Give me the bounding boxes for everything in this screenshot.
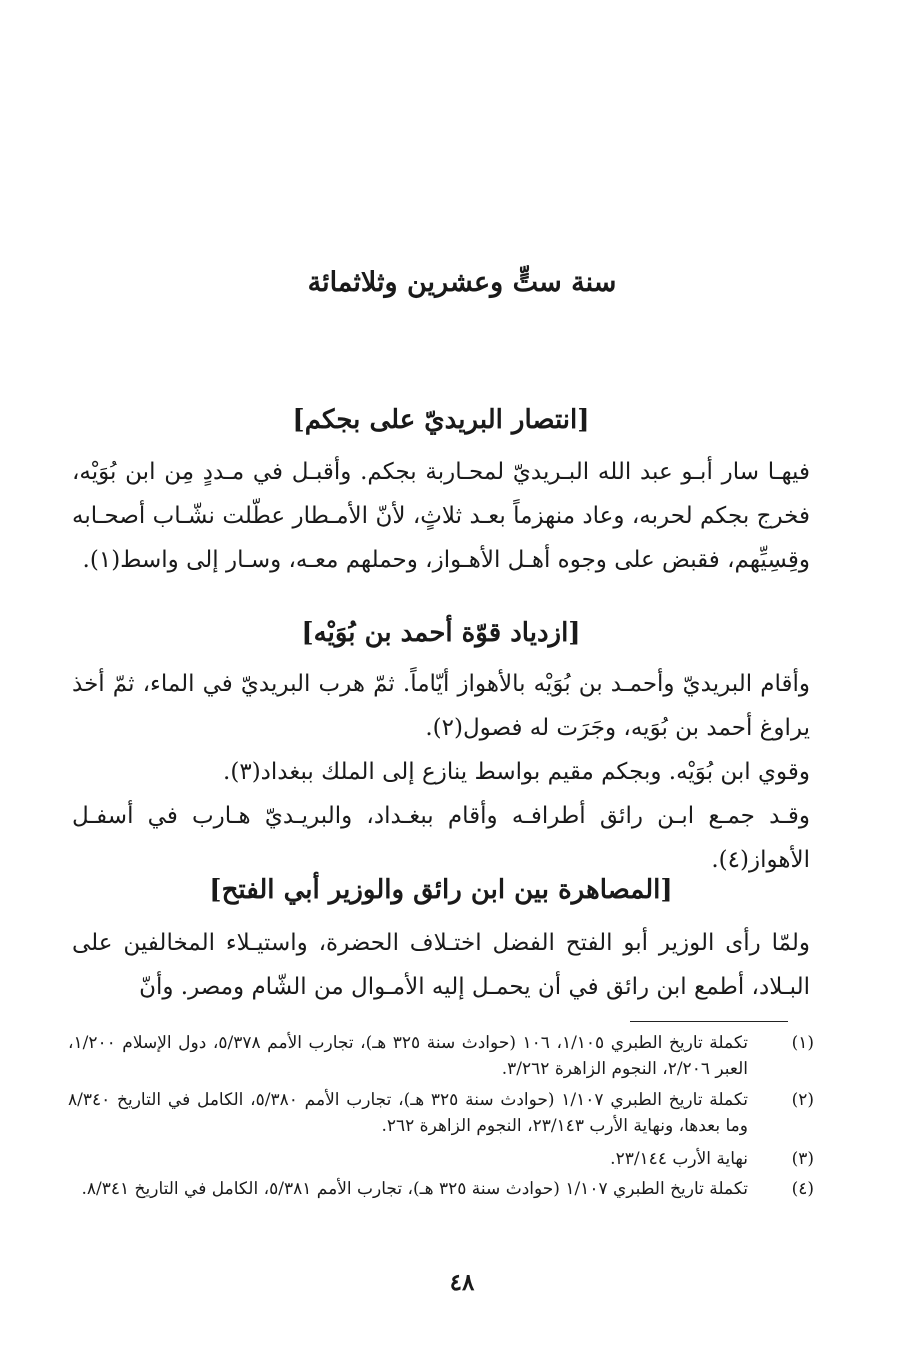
paragraph-1: فيهـا سار أبـو عبد الله البـريديّ لمحـاربة بجكم. وأقبـل في مـددٍ مِن ابن بُوَيْه، فخرج بجكم لحربه، وعاد منهزماً بعـد ثلاثٍ، لأنّ الأمـطار عطّلت نشّـاب أصحـابه وقِسِيِّهم، فقبض على وجوه أهـل الأهـواز، وحملهم معـه، وسـار إلى واسط(١).	[72, 459, 810, 573]
footnote-number: (٣)	[791, 1149, 814, 1169]
footnote-3	[68, 1146, 814, 1172]
footnote-text: تكملة تاريخ الطبري ١/١٠٧ (حوادث سنة ٣٢٥ هـ)، تجارب الأمم ٥/٣٨٠، الكامل في التاريخ ٨/٣٤٠ وما بعدها، ونهاية الأرب ٢٣/١٤٣، النجوم الزاهرة ٢٦٢.	[68, 1090, 748, 1136]
section-heading-2: [ازدياد قوّة أحمد بن بُوَيْه]	[301, 618, 581, 648]
footnote-text: تكملة تاريخ الطبري ١/١٠٥، ١٠٦ (حوادث سنة ٣٢٥ هـ)، تجارب الأمم ٥/٣٧٨، دول الإسلام ١/٢٠٠، العبر ٢/٢٠٦، النجوم الزاهرة ٣/٢٦٢.	[68, 1033, 748, 1079]
footnote-1	[68, 1030, 814, 1082]
section-heading-1: [انتصار البريديّ على بجكم]	[292, 405, 590, 435]
footnote-number: (٤)	[791, 1179, 814, 1199]
year-title: سنة ستٍّ وعشرين وثلاثمائة	[307, 267, 617, 298]
page-number: ٤٨	[449, 1269, 475, 1296]
footnote-number: (٢)	[791, 1090, 814, 1110]
paragraph-5: ولمّا رأى الوزير أبو الفتح الفضل اختـلاف الحضرة، واستيـلاء المخالفين على البـلاد، أطمع ابن رائق في أن يحمـل إليه الأمـوال من الشّام ومصر. وأنّ	[72, 930, 810, 1000]
footnote-2	[68, 1087, 814, 1139]
footnote-number: (١)	[791, 1033, 814, 1053]
paragraph-4: وقـد جمـع ابـن رائق أطرافـه وأقام ببغـداد، والبريـديّ هـارب في أسفـل الأهواز(٤).	[72, 803, 810, 873]
footnote-4	[68, 1176, 814, 1202]
footnote-text: نهاية الأرب ٢٣/١٤٤.	[610, 1149, 748, 1169]
footnote-text: تكملة تاريخ الطبري ١/١٠٧ (حوادث سنة ٣٢٥ هـ)، تجارب الأمم ٥/٣٨١، الكامل في التاريخ ٨/٣٤١.	[81, 1179, 748, 1199]
section-heading-3: [المصاهرة بين ابن رائق والوزير أبي الفتح]	[209, 875, 673, 905]
paragraph-2: وأقام البريديّ وأحمـد بن بُوَيْه بالأهواز أيّاماً. ثمّ هرب البريديّ في الماء، ثمّ أخذ يراوغ أحمد بن بُوَيه، وجَرَت له فصول(٢).	[72, 671, 810, 741]
footnote-separator	[630, 1021, 788, 1022]
paragraph-3: وقوي ابن بُوَيْه. وبجكم مقيم بواسط ينازع إلى الملك ببغداد(٣).	[223, 759, 810, 785]
